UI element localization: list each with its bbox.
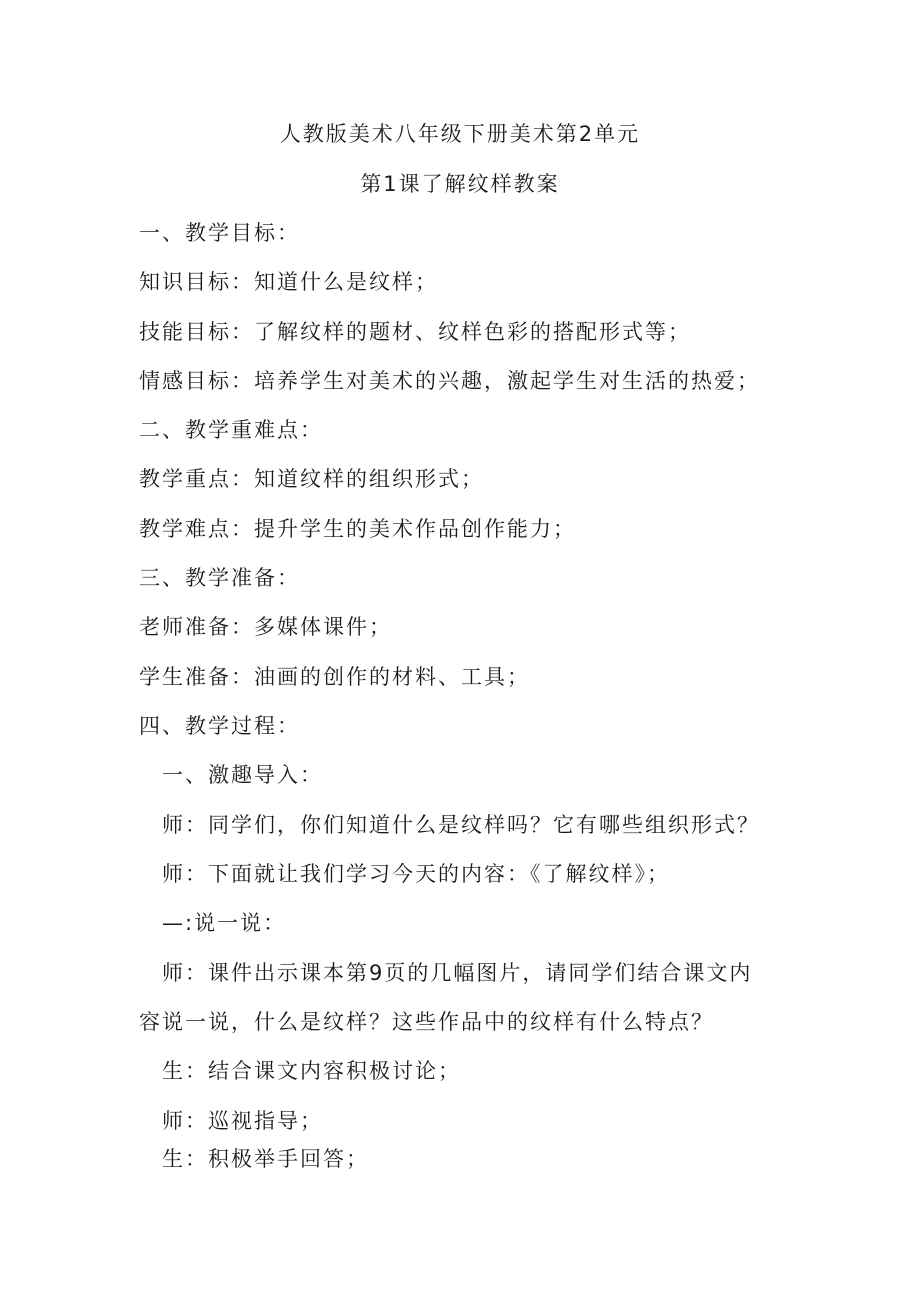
difficult-point: 教学难点：提升学生的美术作品创作能力； [139,517,576,541]
skill-goal: 技能目标：了解纹样的题材、纹样色彩的搭配形式等； [139,320,691,344]
teacher-question-1: 师：同学们，你们知道什么是纹样吗？它有哪些组织形式？ [162,813,760,837]
key-point: 教学重点：知道纹样的组织形式； [139,467,484,491]
document-subtitle: 第1课了解纹样教案 [360,172,560,196]
teacher-preparation: 老师准备：多媒体课件； [139,615,392,639]
step-heading-intro: 一、激趣导入： [162,763,323,787]
student-preparation: 学生准备：油画的创作的材料、工具； [139,665,530,689]
document-title: 人教版美术八年级下册美术第2单元 [279,122,641,146]
teacher-show-line-1: 师：课件出示课本第9页的几幅图片，请同学们结合课文内 [162,961,753,985]
emotion-goal: 情感目标：培养学生对美术的兴趣，激起学生对生活的热爱； [139,369,760,393]
knowledge-goal: 知识目标：知道什么是纹样； [139,270,438,294]
teacher-question-2: 师：下面就让我们学习今天的内容：《了解纹样》； [162,862,670,886]
student-discuss: 生：结合课文内容积极讨论； [162,1059,461,1083]
section-heading-process: 四、教学过程： [139,714,300,738]
student-answer: 生：积极举手回答； [162,1147,369,1171]
section-heading-preparation: 三、教学准备： [139,566,300,590]
teacher-guide: 师：巡视指导； [162,1109,323,1133]
teacher-show-line-2: 容说一说，什么是纹样？这些作品中的纹样有什么特点？ [139,1010,714,1034]
section-heading-key-points: 二、教学重难点： [139,418,323,442]
section-heading-objectives: 一、教学目标： [139,221,300,245]
step-heading-say: —:说一说： [162,911,287,935]
